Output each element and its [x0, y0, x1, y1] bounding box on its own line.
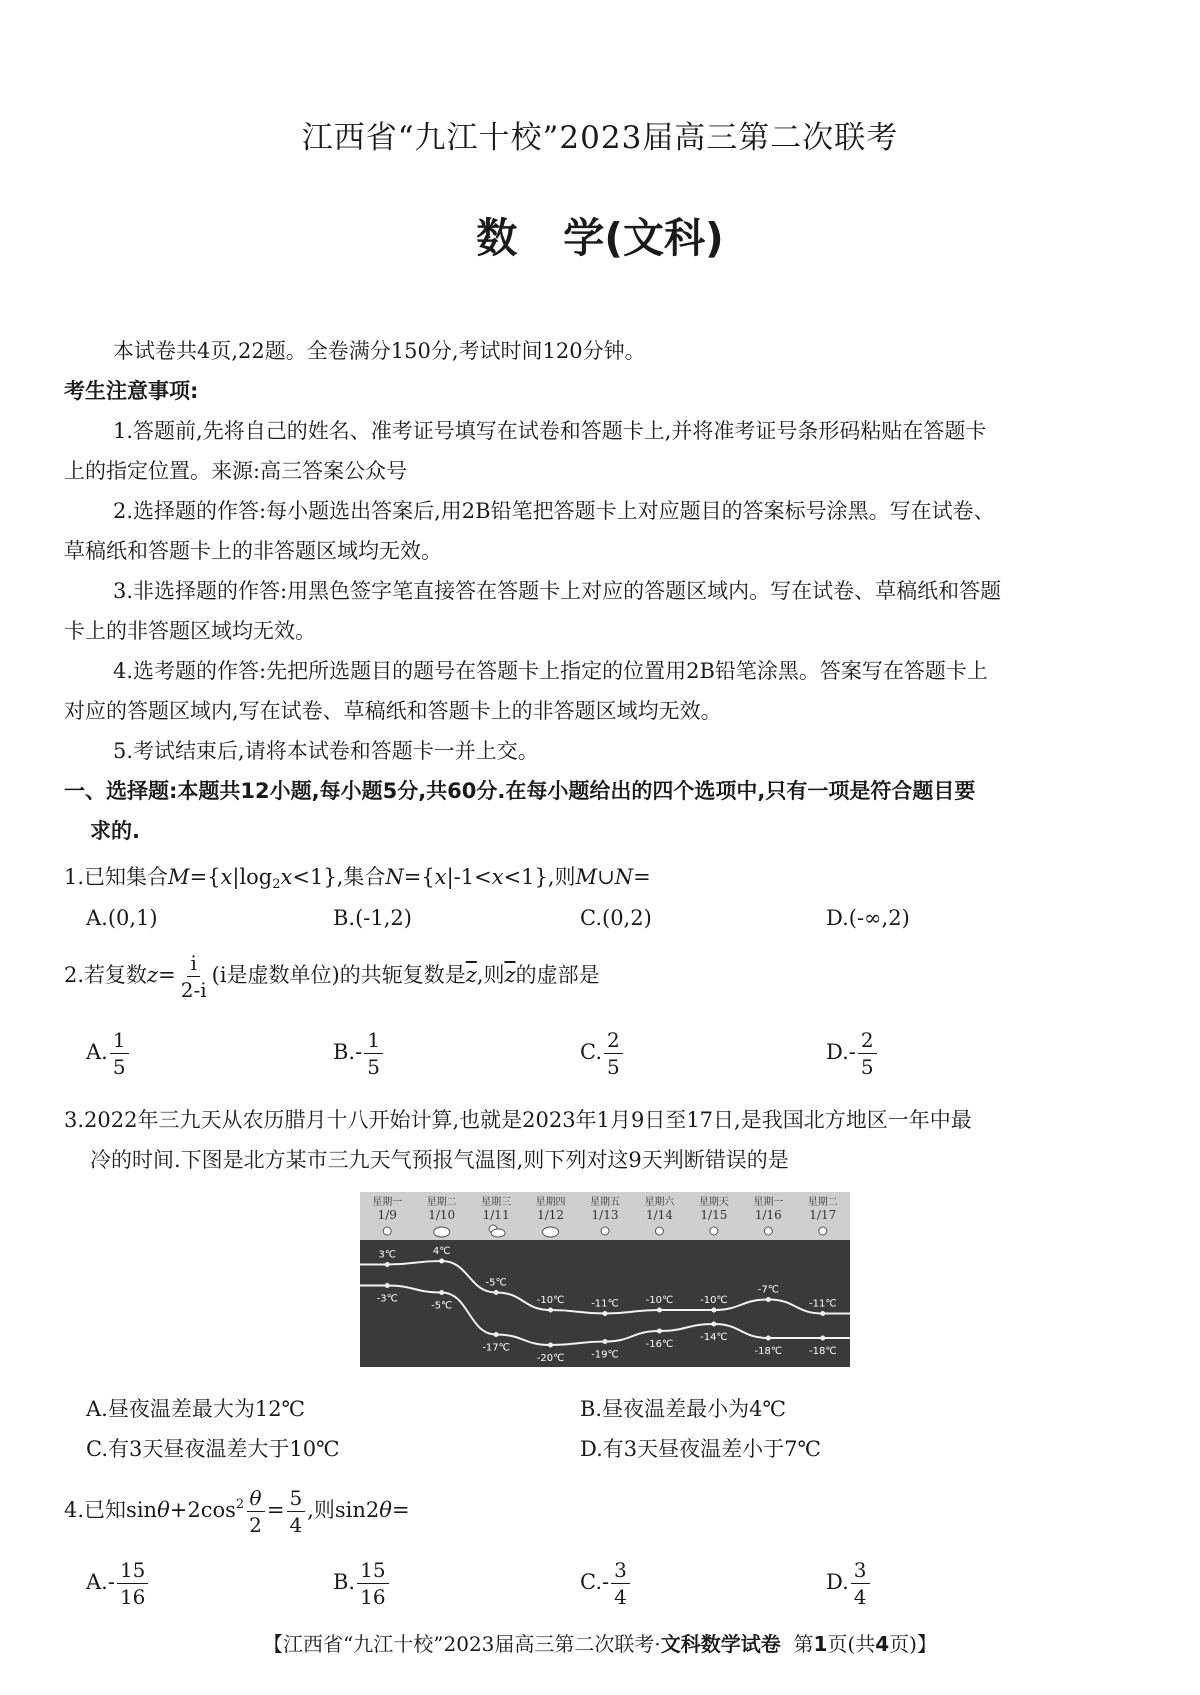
q2-a-label: A. — [86, 1040, 108, 1064]
sun-icon — [655, 1227, 663, 1235]
q4-option-c — [580, 1560, 632, 1607]
q4-text-4: ,则sin2 — [307, 1498, 380, 1522]
q1-option-d: D.(-∞,2) — [826, 906, 910, 930]
high-temp-label: -11℃ — [808, 1298, 837, 1310]
q4-a-label: A. — [86, 1570, 108, 1594]
q1-text-9: = — [633, 865, 651, 889]
sun-icon — [764, 1227, 772, 1235]
high-temp-label: -10℃ — [536, 1295, 565, 1306]
high-temp-label: -10℃ — [700, 1295, 728, 1306]
q2-option-d — [826, 1030, 879, 1077]
q4-theta1: θ — [157, 1498, 170, 1522]
weekday-label: 星期一 — [753, 1197, 784, 1208]
q1-set-m2: M — [575, 865, 598, 889]
q2-b-den: 5 — [367, 1055, 380, 1079]
footer-page-total: 4 — [875, 1632, 890, 1656]
q1-var-x2: x — [280, 865, 293, 889]
q1-text-3: |log — [232, 865, 273, 889]
q4-frac2-den: 4 — [289, 1513, 303, 1537]
date-label: 1/9 — [377, 1208, 397, 1222]
low-temp-point — [603, 1339, 608, 1344]
footer-dot: · — [654, 1632, 661, 1656]
q3-option-c: C.有3天昼夜温差大于10℃ — [86, 1437, 340, 1461]
q4-c-den: 4 — [614, 1585, 627, 1609]
q3-option-b: B.昼夜温差最小为4℃ — [580, 1397, 786, 1421]
q4-c-label: C. — [580, 1570, 602, 1594]
footer-page-pre: 第 — [793, 1632, 814, 1656]
q2-c-den: 5 — [607, 1055, 620, 1079]
q2-option-c — [580, 1030, 625, 1077]
q1-text-6: |-1< — [446, 865, 492, 889]
low-temp-point — [548, 1343, 553, 1348]
q2-var-z: z — [147, 963, 159, 987]
question-3-line2: 冷的时间.下图是北方某市三九天气预报气温图,则下列对这9天判断错误的是 — [90, 1148, 789, 1172]
low-temp-label: -18℃ — [808, 1346, 837, 1357]
q2-d-den: 5 — [860, 1055, 874, 1079]
weekday-label: 星期二 — [807, 1197, 838, 1208]
q2-text-2: = — [158, 963, 176, 987]
notice-item-4-line1: 4.选考题的作答:先把所选题目的题号在答题卡上指定的位置用2B铅笔涂黑。答案写在答题卡上 — [113, 659, 988, 683]
q4-b-fraction — [357, 1560, 388, 1607]
date-label: 1/12 — [537, 1208, 565, 1222]
high-temp-point — [385, 1262, 390, 1267]
q4-frac2-num: 5 — [287, 1488, 306, 1512]
q4-text-1: 已知sin — [84, 1498, 158, 1522]
q2-frac-num: i — [187, 953, 199, 977]
footer-page-post: 页) — [889, 1632, 917, 1656]
q1-var-x1: x — [220, 865, 233, 889]
question-3-line1: 3.2022年三九天从农历腊月十八开始计算,也就是2023年1月9日至17日,是我国北方地区一年中最 — [64, 1108, 972, 1132]
q2-c-label: C. — [580, 1040, 602, 1064]
q4-a-num: 15 — [117, 1560, 148, 1584]
q2-b-sign: - — [355, 1040, 363, 1064]
q2-c-fraction — [604, 1030, 623, 1077]
sun-icon — [601, 1227, 609, 1235]
section-heading-line1: 一、选择题:本题共12小题,每小题5分,共60分.在每小题给出的四个选项中,只有一项是符合题目要 — [64, 779, 976, 803]
q4-option-d — [826, 1560, 872, 1607]
high-temp-label: -5℃ — [485, 1277, 507, 1289]
q1-text-8: ∪ — [597, 865, 615, 889]
high-temp-point — [766, 1297, 771, 1302]
footer-page-number: 1 — [813, 1632, 828, 1656]
question-1-stem — [64, 864, 651, 898]
q4-square: 2 — [235, 1497, 245, 1512]
weekday-label: 星期四 — [535, 1197, 566, 1208]
q4-frac1-den: 2 — [249, 1513, 262, 1537]
high-temp-point — [711, 1308, 716, 1313]
high-temp-point — [548, 1308, 553, 1313]
q2-text-1: 若复数 — [84, 963, 148, 987]
high-temp-point — [439, 1259, 444, 1264]
low-temp-point — [820, 1336, 825, 1341]
high-temp-label: 3℃ — [378, 1249, 397, 1261]
notice-item-1-line1: 1.答题前,先将自己的姓名、准考证号填写在试卷和答题卡上,并将准考证号条形码粘贴在答题卡 — [113, 419, 987, 443]
high-temp-point — [820, 1311, 825, 1316]
subject-char-1: 数 — [476, 214, 518, 262]
footer-bracket-close: 】 — [916, 1632, 937, 1656]
q1-option-c: C.(0,2) — [580, 906, 652, 930]
q4-number: 4. — [64, 1498, 85, 1522]
q1-var-x3: x — [434, 865, 447, 889]
weekday-label: 星期一 — [372, 1197, 403, 1208]
q2-fraction — [178, 953, 210, 1000]
q2-b-fraction — [364, 1030, 383, 1077]
q4-a-fraction — [117, 1560, 148, 1607]
exam-title: 江西省“九江十校”2023届高三第二次联考 — [301, 120, 899, 156]
q4-option-b — [333, 1560, 391, 1607]
weekday-label: 星期三 — [481, 1197, 512, 1208]
sun-icon — [819, 1227, 827, 1235]
q1-set-n2: N — [614, 865, 634, 889]
q1-set-n: N — [385, 865, 404, 889]
footer-title: 江西省“九江十校”2023届高三第二次联考 — [283, 1632, 655, 1656]
q1-number: 1. — [64, 865, 85, 889]
date-label: 1/14 — [645, 1208, 673, 1222]
footer-subject: 文科数学试卷 — [660, 1632, 781, 1656]
cloud-icon — [434, 1227, 450, 1237]
sun-icon — [710, 1227, 718, 1235]
notice-item-3-line2: 卡上的非答题区域均无效。 — [64, 619, 316, 643]
weather-forecast-chart — [360, 1192, 850, 1367]
q2-option-b — [333, 1030, 385, 1077]
low-temp-point — [711, 1322, 716, 1327]
q4-a-den: 16 — [119, 1585, 146, 1609]
question-2-stem — [64, 953, 600, 1000]
q4-c-num: 3 — [611, 1560, 630, 1584]
q1-text-4: <1},集合 — [292, 865, 386, 889]
q2-a-den: 5 — [112, 1055, 126, 1079]
q4-frac1-num: θ — [247, 1488, 265, 1512]
weekday-label: 星期二 — [426, 1197, 457, 1208]
q4-b-label: B. — [333, 1570, 356, 1594]
low-temp-point — [494, 1332, 499, 1337]
q4-d-num: 3 — [851, 1560, 870, 1584]
sun-icon — [383, 1227, 391, 1235]
date-label: 1/15 — [700, 1208, 728, 1222]
weekday-label: 星期天 — [698, 1197, 729, 1208]
subject-title — [0, 205, 1200, 264]
low-temp-point — [439, 1290, 444, 1295]
low-temp-point — [657, 1329, 662, 1334]
q1-option-a: A.(0,1) — [86, 906, 158, 930]
q2-frac-den: 2-i — [180, 978, 207, 1002]
low-temp-label: -17℃ — [482, 1342, 510, 1354]
high-temp-point — [494, 1290, 499, 1295]
footer-bracket-open: 【 — [263, 1632, 284, 1656]
weekday-label: 星期六 — [644, 1197, 675, 1208]
q2-var-zbar2: $\overline{z}$ — [504, 963, 516, 987]
q1-option-b: B.(-1,2) — [333, 906, 412, 930]
q2-b-label: B. — [333, 1040, 356, 1064]
q2-var-zbar1: $\overline{z}$ — [465, 963, 477, 987]
notice-item-2-line2: 草稿纸和答题卡上的非答题区域均无效。 — [64, 539, 442, 563]
low-temp-label: -16℃ — [645, 1339, 674, 1350]
page-footer — [0, 1628, 1200, 1657]
q2-text-5: 的虚部是 — [515, 963, 600, 987]
q4-text-5: = — [391, 1498, 410, 1522]
q4-d-label: D. — [826, 1570, 849, 1594]
notice-item-4-line2: 对应的答题区域内,写在试卷、草稿纸和答题卡上的非答题区域均无效。 — [64, 699, 722, 723]
q1-text-5: ={ — [403, 865, 435, 889]
notice-heading: 考生注意事项: — [64, 379, 199, 403]
q4-text-2: +2cos — [169, 1498, 236, 1522]
notice-item-5-line1: 5.考试结束后,请将本试卷和答题卡一并上交。 — [113, 739, 539, 763]
q1-text-7: <1},则 — [503, 865, 576, 889]
low-temp-label: -3℃ — [376, 1293, 398, 1305]
q4-c-sign: - — [602, 1570, 610, 1594]
high-temp-label: -11℃ — [591, 1298, 619, 1310]
date-label: 1/10 — [428, 1208, 456, 1222]
high-temp-point — [603, 1311, 608, 1316]
q2-c-num: 2 — [604, 1030, 623, 1054]
notice-item-2-line1: 2.选择题的作答:每小题选出答案后,用2B铅笔把答题卡上对应题目的答案标号涂黑。写在试卷、 — [113, 499, 995, 523]
low-temp-label: -20℃ — [536, 1353, 565, 1364]
q2-d-fraction — [858, 1030, 877, 1077]
date-label: 1/16 — [754, 1208, 782, 1222]
q4-theta2: θ — [379, 1498, 392, 1522]
weather-chart-svg — [360, 1192, 850, 1367]
partly-cloudy-icon — [491, 1229, 505, 1237]
q2-b-num: 1 — [364, 1030, 383, 1054]
high-temp-label: -7℃ — [757, 1284, 779, 1296]
q2-number: 2. — [64, 963, 85, 987]
footer-page-mid: 页(共 — [827, 1632, 876, 1656]
section-heading-line2: 求的. — [90, 819, 140, 843]
q4-c-fraction — [611, 1560, 630, 1607]
q3-option-d: D.有3天昼夜温差小于7℃ — [580, 1437, 821, 1461]
low-temp-point — [385, 1283, 390, 1288]
q4-a-sign: - — [107, 1570, 115, 1594]
question-4-stem — [64, 1488, 410, 1535]
q4-text-3: = — [266, 1498, 285, 1522]
q4-fraction-1 — [246, 1488, 265, 1535]
low-temp-label: -18℃ — [754, 1346, 783, 1357]
date-label: 1/11 — [482, 1208, 510, 1222]
q2-d-sign: - — [848, 1040, 856, 1064]
high-temp-label: -10℃ — [645, 1295, 674, 1306]
q3-option-a: A.昼夜温差最大为12℃ — [86, 1397, 306, 1421]
cloud-icon — [543, 1227, 559, 1237]
q2-a-num: 1 — [110, 1030, 129, 1054]
high-temp-label: 4℃ — [432, 1246, 451, 1257]
q2-text-3: (i是虚数单位)的共轭复数是 — [211, 963, 466, 987]
q4-b-den: 16 — [360, 1585, 386, 1609]
intro-text: 本试卷共4页,22题。全卷满分150分,考试时间120分钟。 — [113, 339, 646, 363]
q2-option-a — [86, 1030, 131, 1077]
weekday-label: 星期五 — [590, 1197, 620, 1208]
q1-text-1: 已知集合 — [84, 865, 169, 889]
low-temp-label: -5℃ — [431, 1300, 453, 1312]
low-temp-label: -19℃ — [591, 1349, 619, 1361]
q4-d-fraction — [851, 1560, 870, 1607]
subject-char-rest: 学(文科) — [563, 214, 724, 262]
q4-fraction-2 — [287, 1488, 306, 1535]
q1-set-m: M — [168, 865, 190, 889]
low-temp-point — [766, 1336, 771, 1341]
q1-text-2: ={ — [189, 865, 221, 889]
date-label: 1/13 — [591, 1208, 619, 1222]
date-label: 1/17 — [809, 1208, 837, 1222]
q2-d-num: 2 — [858, 1030, 877, 1054]
q1-log-base: 2 — [272, 877, 281, 892]
q2-a-fraction — [110, 1030, 129, 1077]
q2-d-label: D. — [826, 1040, 849, 1064]
q1-var-x4: x — [491, 865, 504, 889]
q4-option-a — [86, 1560, 150, 1607]
q2-text-4: ,则 — [476, 963, 505, 987]
q4-d-den: 4 — [853, 1585, 867, 1609]
q4-b-num: 15 — [357, 1560, 388, 1584]
notice-item-1-line2: 上的指定位置。来源:高三答案公众号 — [64, 459, 408, 483]
high-temp-point — [657, 1308, 662, 1313]
low-temp-label: -14℃ — [700, 1332, 728, 1343]
notice-item-3-line1: 3.非选择题的作答:用黑色签字笔直接答在答题卡上对应的答题区域内。写在试卷、草稿纸和答题 — [113, 579, 1002, 603]
